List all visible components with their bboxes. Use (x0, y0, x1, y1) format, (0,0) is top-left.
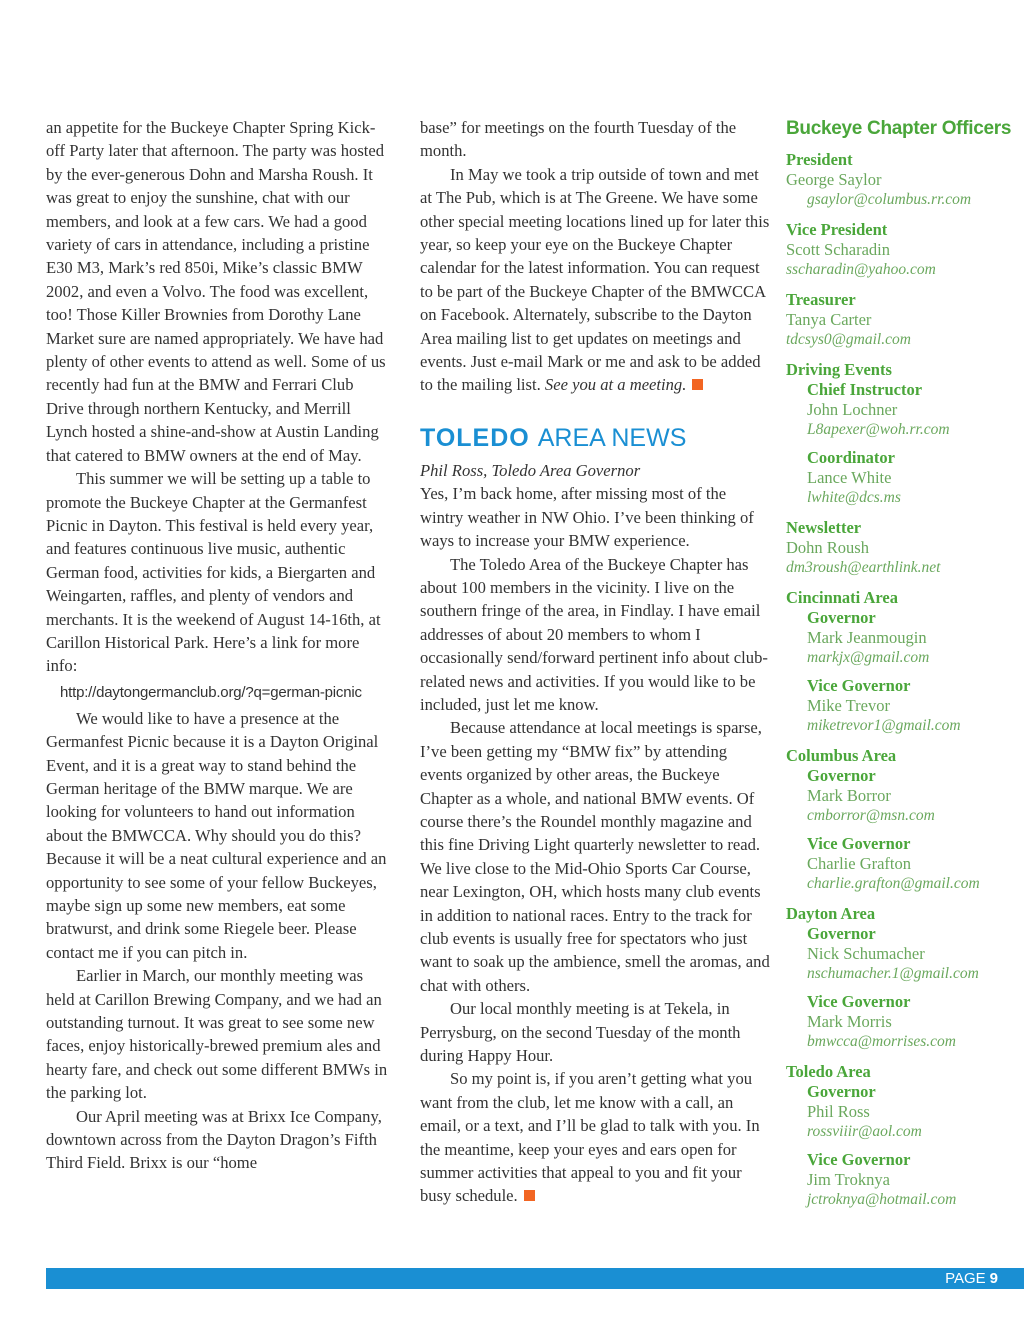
section-heading-light: AREA NEWS (537, 423, 687, 452)
officer-name: George Saylor (786, 170, 882, 189)
officer-name: Mark Jeanmougin (807, 628, 927, 647)
officer-role: Governor (807, 766, 876, 785)
officer-name: John Lochner (807, 400, 898, 419)
body-paragraph (420, 163, 770, 397)
officer-name: Mark Morris (807, 1012, 892, 1031)
officer-email[interactable]: rossviiir@aol.com (807, 1123, 922, 1140)
officer-vice-president (786, 220, 1018, 280)
officer-name: Lance White (807, 468, 892, 487)
officer-email[interactable]: bmwcca@morrises.com (807, 1033, 957, 1050)
end-mark-square (524, 1190, 535, 1201)
officer-role: Governor (807, 924, 876, 943)
officer-name: Dohn Roush (786, 538, 869, 557)
officer-email[interactable]: dm3roush@earthlink.net (786, 559, 941, 576)
body-paragraph: This summer we will be setting up a table to promote the Buckeye Chapter at the Germanfest Picnic in Dayton. This festival is held every year, and features continuous live music, authentic German food, activities for kids, a Biergarten and Weingarten, raffles, and plenty of vendors and merchants. It is the weekend of August 14-16th, at Carillon Historical Park. Here’s a link for more info: (46, 469, 381, 676)
officer-toledo-area (786, 1062, 1018, 1210)
officer-email[interactable]: nschumacher.1@gmail.com (807, 965, 979, 982)
officer-role: Vice President (786, 220, 888, 239)
area-name: Cincinnati Area (786, 588, 898, 607)
officer-email[interactable]: L8apexer@woh.rr.com (807, 421, 950, 438)
body-paragraph: base” for meetings on the fourth Tuesday of the month. (420, 118, 737, 161)
page-number-label (945, 1268, 998, 1289)
closing-remark: See you at a meeting. (544, 375, 687, 395)
body-paragraph: Because attendance at local meetings is sparse, I’ve been getting my “BMW fix” by attending events organized by other areas, the Buckeye Chapter as a whole, and national BMW events. Of course there’s the Roundel monthly magazine and this fine Driving Light quarterly newsletter to read. We live close to the Mid-Ohio Sports Car Course, near Lexington, OH, which hosts many club events in addition to national races. Entry to the track for club events is usually free for spectators who just want to soak up the ambience, smell the aromas, and chat with others. (420, 718, 770, 995)
officer-role: Newsletter (786, 518, 862, 537)
page-number: 9 (989, 1270, 998, 1287)
officer-driving-events (786, 360, 1018, 508)
footer-bar (46, 1268, 1024, 1289)
section-heading (420, 423, 770, 457)
section-heading-bold: TOLEDO (420, 423, 530, 452)
page-label-text: PAGE (945, 1270, 986, 1287)
body-text: So my point is, if you aren’t getting what you want from the club, let me know with a call, an email, or a text, and I’ll be glad to talk with you. In the meantime, keep your eyes and ears open for summer activities that appeal to you and fit your busy schedule. (420, 1069, 760, 1206)
officer-name: Mike Trevor (807, 696, 890, 715)
officer-role: Governor (807, 608, 876, 627)
officer-cincinnati-area (786, 588, 1018, 736)
officer-email[interactable]: lwhite@dcs.ms (807, 489, 901, 506)
officer-treasurer (786, 290, 1018, 350)
officers-sidebar (786, 116, 1018, 1220)
article-column-2 (420, 116, 770, 1208)
officer-role: Vice Governor (807, 676, 911, 695)
officer-name: Mark Borror (807, 786, 891, 805)
officer-email[interactable]: markjx@gmail.com (807, 649, 930, 666)
body-paragraph: The Toledo Area of the Buckeye Chapter has about 100 members in the vicinity. I live on the southern fringe of the area, in Findlay. I have email addresses of about 20 members to whom I occasionally send/forward pertinent info about club-related news and activities. If you would like to be included, just let me know. (420, 554, 768, 714)
body-paragraph: Yes, I’m back home, after missing most of the wintry weather in NW Ohio. I’ve been thinking of ways to increase your BMW experience. (420, 484, 754, 551)
body-paragraph: Our April meeting was at Brixx Ice Company, downtown across from the Dayton Dragon’s Fifth Third Field. Brixx is our “home (46, 1106, 382, 1173)
officer-newsletter (786, 518, 1018, 578)
officer-role: Governor (807, 1082, 876, 1101)
officers-title: Buckeye Chapter Officers (786, 118, 1012, 139)
officer-email[interactable]: jctroknya@hotmail.com (807, 1191, 957, 1208)
body-paragraph: an appetite for the Buckeye Chapter Spring Kick-off Party later that afternoon. The party was hosted by the ever-generous Dohn and Marsha Roush. It was great to enjoy the sunshine, chat with our members, and look at a few cars. We had a good variety of cars in attendance, including a pristine E30 M3, Mark’s red 850i, Mike’s classic BMW 2002, and even a Volvo. The food was excellent, too! Those Killer Brownies from Dorothy Lane Market sure are named appropriately. We have had plenty of other events to attend as well. Some of us recently had fun at the BMW and Ferrari Club Drive through northern Kentucky, and Merrill Lynch hosted a shine-and-show at Austin Landing that catered to BMW owners at the end of May. (46, 118, 386, 465)
area-name: Dayton Area (786, 904, 876, 923)
officer-role: Vice Governor (807, 1150, 911, 1169)
area-name: Columbus Area (786, 746, 897, 765)
officer-role: Chief Instructor (807, 380, 923, 399)
officer-name: Tanya Carter (786, 310, 872, 329)
officer-group-role: Driving Events (786, 360, 892, 379)
officer-name: Nick Schumacher (807, 944, 925, 963)
officer-president (786, 150, 1018, 210)
end-mark-square (692, 379, 703, 390)
officer-role: Vice Governor (807, 992, 911, 1011)
body-paragraph: Earlier in March, our monthly meeting was held at Carillon Brewing Company, and we had an outstanding turnout. It was great to see some new faces, enjoy historically-brewed premium ales and hearty fare, and check out some different BMWs in the parking lot. (46, 966, 388, 1103)
officer-name: Phil Ross (807, 1102, 870, 1121)
officer-role: Vice Governor (807, 834, 911, 853)
body-paragraph (420, 1067, 770, 1207)
officer-email[interactable]: cmborror@msn.com (807, 807, 935, 824)
officer-role: Coordinator (807, 448, 895, 467)
officer-email[interactable]: sscharadin@yahoo.com (786, 261, 936, 278)
byline: Phil Ross, Toledo Area Governor (420, 460, 641, 480)
area-name: Toledo Area (786, 1062, 871, 1081)
article-column-1 (46, 116, 392, 1175)
officer-email[interactable]: charlie.grafton@gmail.com (807, 875, 980, 892)
officer-name: Charlie Grafton (807, 854, 912, 873)
officer-role: President (786, 150, 853, 169)
officer-email[interactable]: miketrevor1@gmail.com (807, 717, 961, 734)
officer-role: Treasurer (786, 290, 856, 309)
body-text: In May we took a trip outside of town and met at The Pub, which is at The Greene. We have some other special meeting locations lined up for later this year, so keep your eye on the Buckeye Chapter calendar for the latest information. You can request to be part of the Buckeye Chapter of the BMWCCA on Facebook. Alternately, subscribe to the Dayton Area mailing list to get updates on meetings and events. Just e-mail Mark or me and ask to be added to the mailing list. (420, 164, 770, 395)
officer-dayton-area (786, 904, 1018, 1052)
officer-email[interactable]: tdcsys0@gmail.com (786, 331, 911, 348)
officer-name: Jim Troknya (807, 1170, 890, 1189)
germanfest-link[interactable]: http://daytongermanclub.org/?q=german-picnic (60, 683, 362, 701)
officer-name: Scott Scharadin (786, 240, 891, 259)
officer-columbus-area (786, 746, 1018, 894)
officer-email[interactable]: gsaylor@columbus.rr.com (807, 191, 972, 208)
body-paragraph: Our local monthly meeting is at Tekela, in Perrysburg, on the second Tuesday of the month during Happy Hour. (420, 999, 741, 1066)
body-paragraph: We would like to have a presence at the Germanfest Picnic because it is a Dayton Original Event, and it is a great way to stand behind the German heritage of the BMW marque. We are looking for volunteers to hand out information about the BMWCCA. Why should you do this? Because it will be a neat cultural experience and an opportunity to see some of your fellow Buckeyes, maybe sign up some new members, eat some bratwurst, and drink some Riegele beer. Please contact me if you can pitch in. (46, 708, 387, 962)
